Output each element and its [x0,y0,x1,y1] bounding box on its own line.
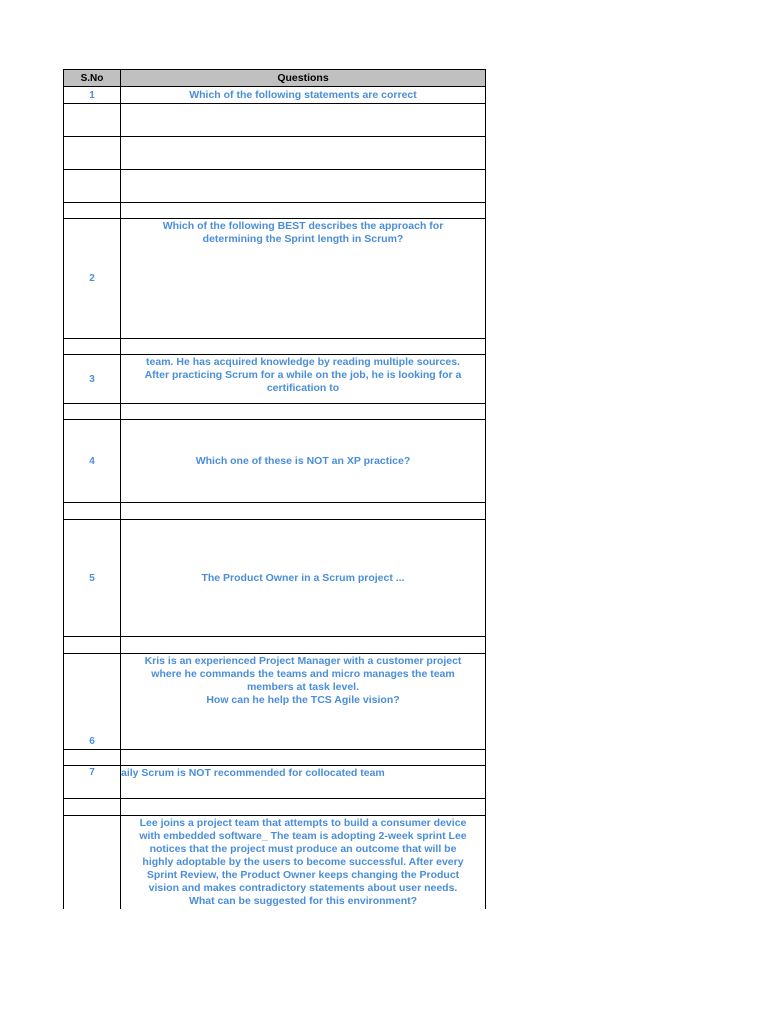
question-number: 6 [64,654,121,749]
question-number: 1 [64,87,121,103]
table-row [64,654,485,750]
table-row [64,87,485,104]
question-number: 4 [64,420,121,502]
empty-row [64,104,485,137]
empty-row [64,339,485,355]
empty-row [64,203,485,219]
question-number: 3 [64,355,121,403]
question-text: Which of the following BEST describes the approach for determining the Sprint length in Scrum? [162,220,444,245]
table-header-row [64,70,485,87]
empty-row [64,170,485,203]
sno-header: S.No [64,70,121,86]
question-text: Which one of these is NOT an XP practice? [195,454,411,467]
empty-row [64,799,485,816]
table-row [64,816,485,909]
question-text: Kris is an experienced Project Manager with a customer project where he commands the teams and micro manages the team members at task level. How can he help the TCS Agile vision? [144,655,462,706]
empty-row [64,750,485,766]
question-number [64,816,121,909]
question-text: aily Scrum is NOT recommended for collocated team [121,767,385,779]
question-text: Which of the following statements are correct [189,88,417,101]
questions-header: Questions [121,70,485,86]
question-number: 2 [64,219,121,338]
questions-table [63,69,486,909]
table-row [64,520,485,637]
question-text: team. He has acquired knowledge by reading multiple sources. After practicing Scrum for a while on the job, he is looking for a certification to [144,356,462,394]
empty-row [64,503,485,520]
table-row [64,219,485,339]
table-row [64,766,485,799]
question-number: 5 [64,520,121,636]
table-row [64,355,485,404]
empty-row [64,137,485,170]
table-row [64,420,485,503]
question-number: 7 [64,766,121,798]
empty-row [64,404,485,420]
question-text: Lee joins a project team that attempts to build a consumer device with embedded software_ The team is adopting 2-week sprint Lee notices that the project must produce an outcome that will be highly adoptable by the users to become successful. After every Sprint Review, the Product Owner keeps changing the Product vision and makes contradictory statements about user needs. What can be suggested for this environment? [139,817,467,907]
empty-row [64,637,485,654]
question-text: The Product Owner in a Scrum project ... [201,571,405,584]
